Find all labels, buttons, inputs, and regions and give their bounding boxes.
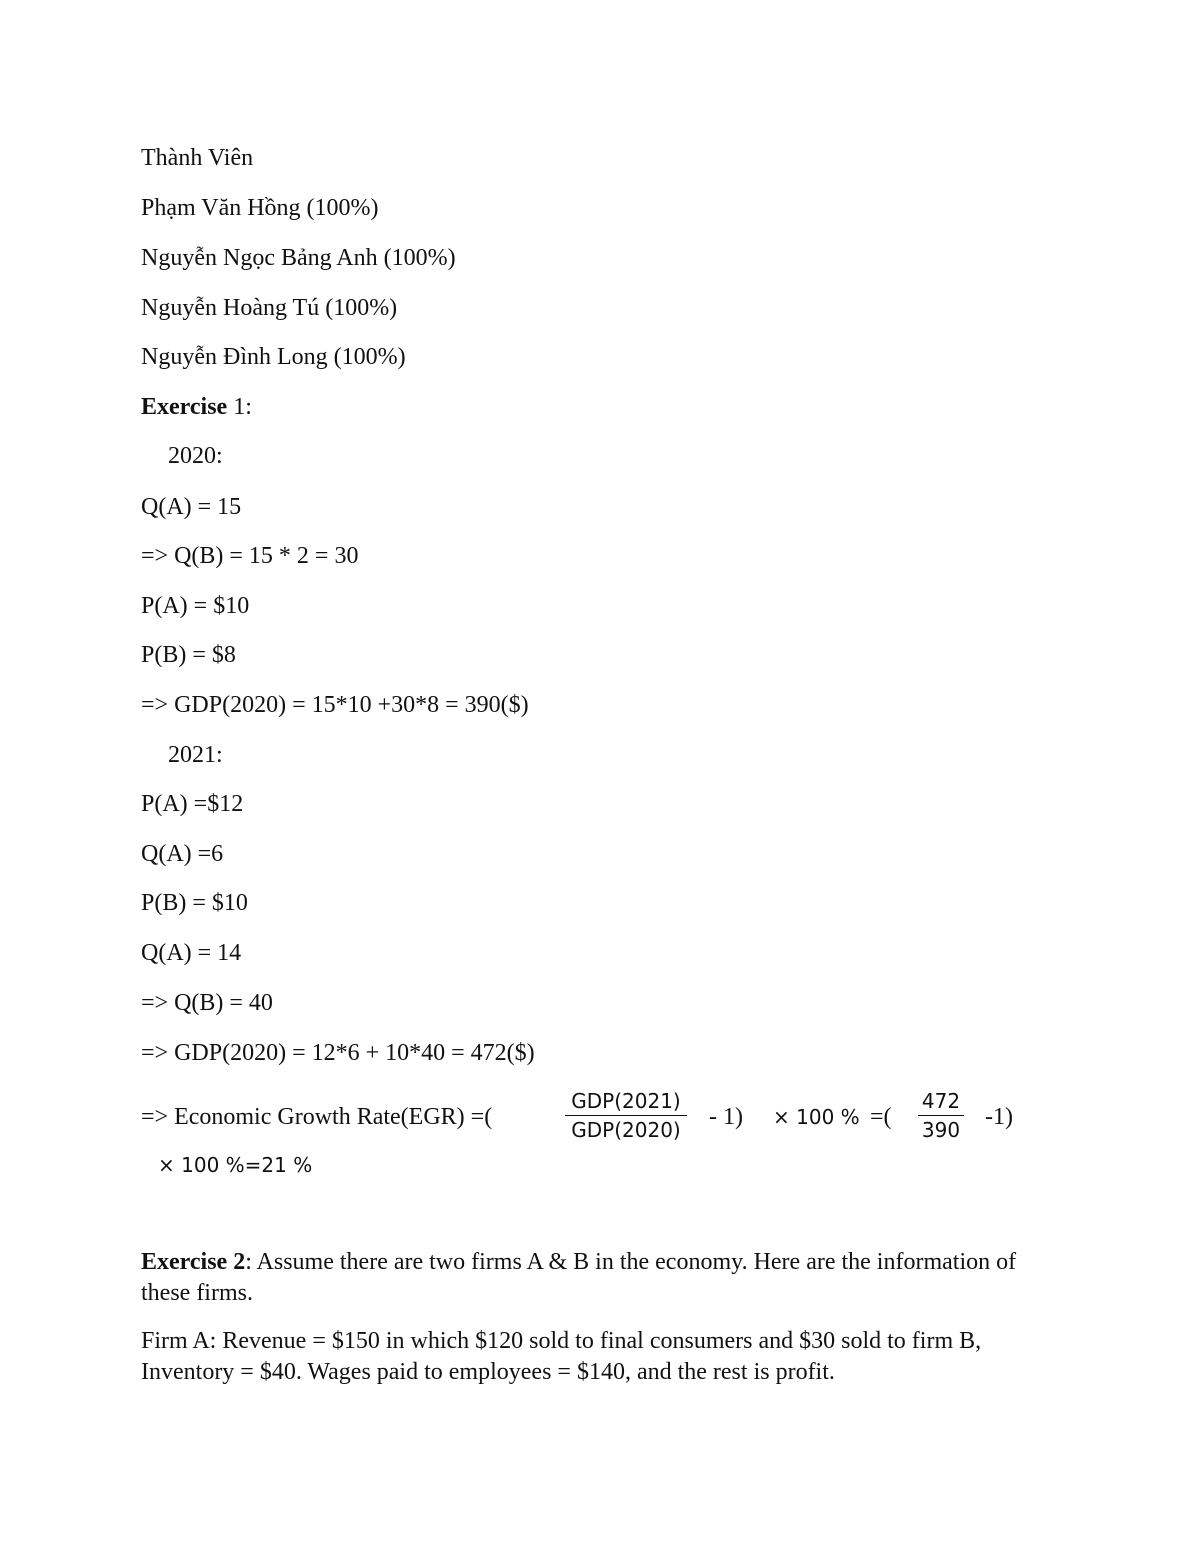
member-2: Nguyễn Ngọc Bảng Anh (100%) (141, 245, 456, 271)
ex1-line-qb-2021: => Q(B) = 40 (141, 990, 273, 1016)
egr-result: × 100 %=21 % (158, 1153, 313, 1177)
ex1-line-qa-2020: Q(A) = 15 (141, 494, 242, 520)
ex1-line-qa2-2021: Q(A) = 14 (141, 940, 242, 966)
ex1-line-pa-2020: P(A) = $10 (141, 593, 250, 619)
year-2020-label: 2020: (168, 443, 223, 469)
ex1-line-pb-2021: P(B) = $10 (141, 890, 248, 916)
exercise2-intro (141, 1247, 1041, 1309)
member-4: Nguyễn Đình Long (100%) (141, 344, 406, 370)
egr-frac2-denominator: 390 (921, 1118, 961, 1142)
ex1-line-qa-2021: Q(A) =6 (141, 841, 224, 867)
exercise2-firm-a: Firm A: Revenue = $150 in which $120 sold to final consumers and $30 sold to firm B, Inventory = $40. Wages paid to employees = $140, and the rest is profit. (141, 1328, 982, 1385)
member-3: Nguyễn Hoàng Tú (100%) (141, 295, 398, 321)
exercise1-heading-bold: Exercise (141, 394, 228, 420)
members-title: Thành Viên (141, 145, 254, 171)
egr-equals-open: =( (870, 1104, 892, 1130)
egr-frac2-numerator: 472 (921, 1089, 961, 1113)
ex1-line-gdp-2021: => GDP(2020) = 12*6 + 10*40 = 472($) (141, 1040, 535, 1066)
egr-times-100-a: × 100 % (773, 1105, 860, 1129)
ex1-line-gdp-2020: => GDP(2020) = 15*10 +30*8 = 390($) (141, 692, 529, 718)
egr-minus-one-a: - 1) (709, 1104, 743, 1130)
year-2021-label: 2021: (168, 742, 223, 768)
egr-fraction-values (918, 1087, 964, 1144)
exercise2-intro-text: : Assume there are two firms A & B in the economy. Here are the information of these firms. (141, 1249, 1017, 1306)
egr-fraction-gdp (565, 1087, 687, 1144)
egr-frac1-denominator: GDP(2020) (571, 1118, 681, 1142)
egr-frac1-numerator: GDP(2021) (571, 1089, 681, 1113)
egr-prefix: => Economic Growth Rate(EGR) =( (141, 1104, 493, 1130)
exercise1-heading (141, 392, 252, 422)
egr-minus-one-b: -1) (985, 1104, 1013, 1130)
ex1-line-qb-2020: => Q(B) = 15 * 2 = 30 (141, 543, 359, 569)
exercise2-heading: Exercise 2 (141, 1249, 246, 1275)
member-1: Phạm Văn Hồng (100%) (141, 195, 379, 221)
exercise1-heading-number: 1: (227, 394, 252, 420)
ex1-line-pb-2020: P(B) = $8 (141, 642, 236, 668)
ex1-line-pa-2021: P(A) =$12 (141, 791, 244, 817)
